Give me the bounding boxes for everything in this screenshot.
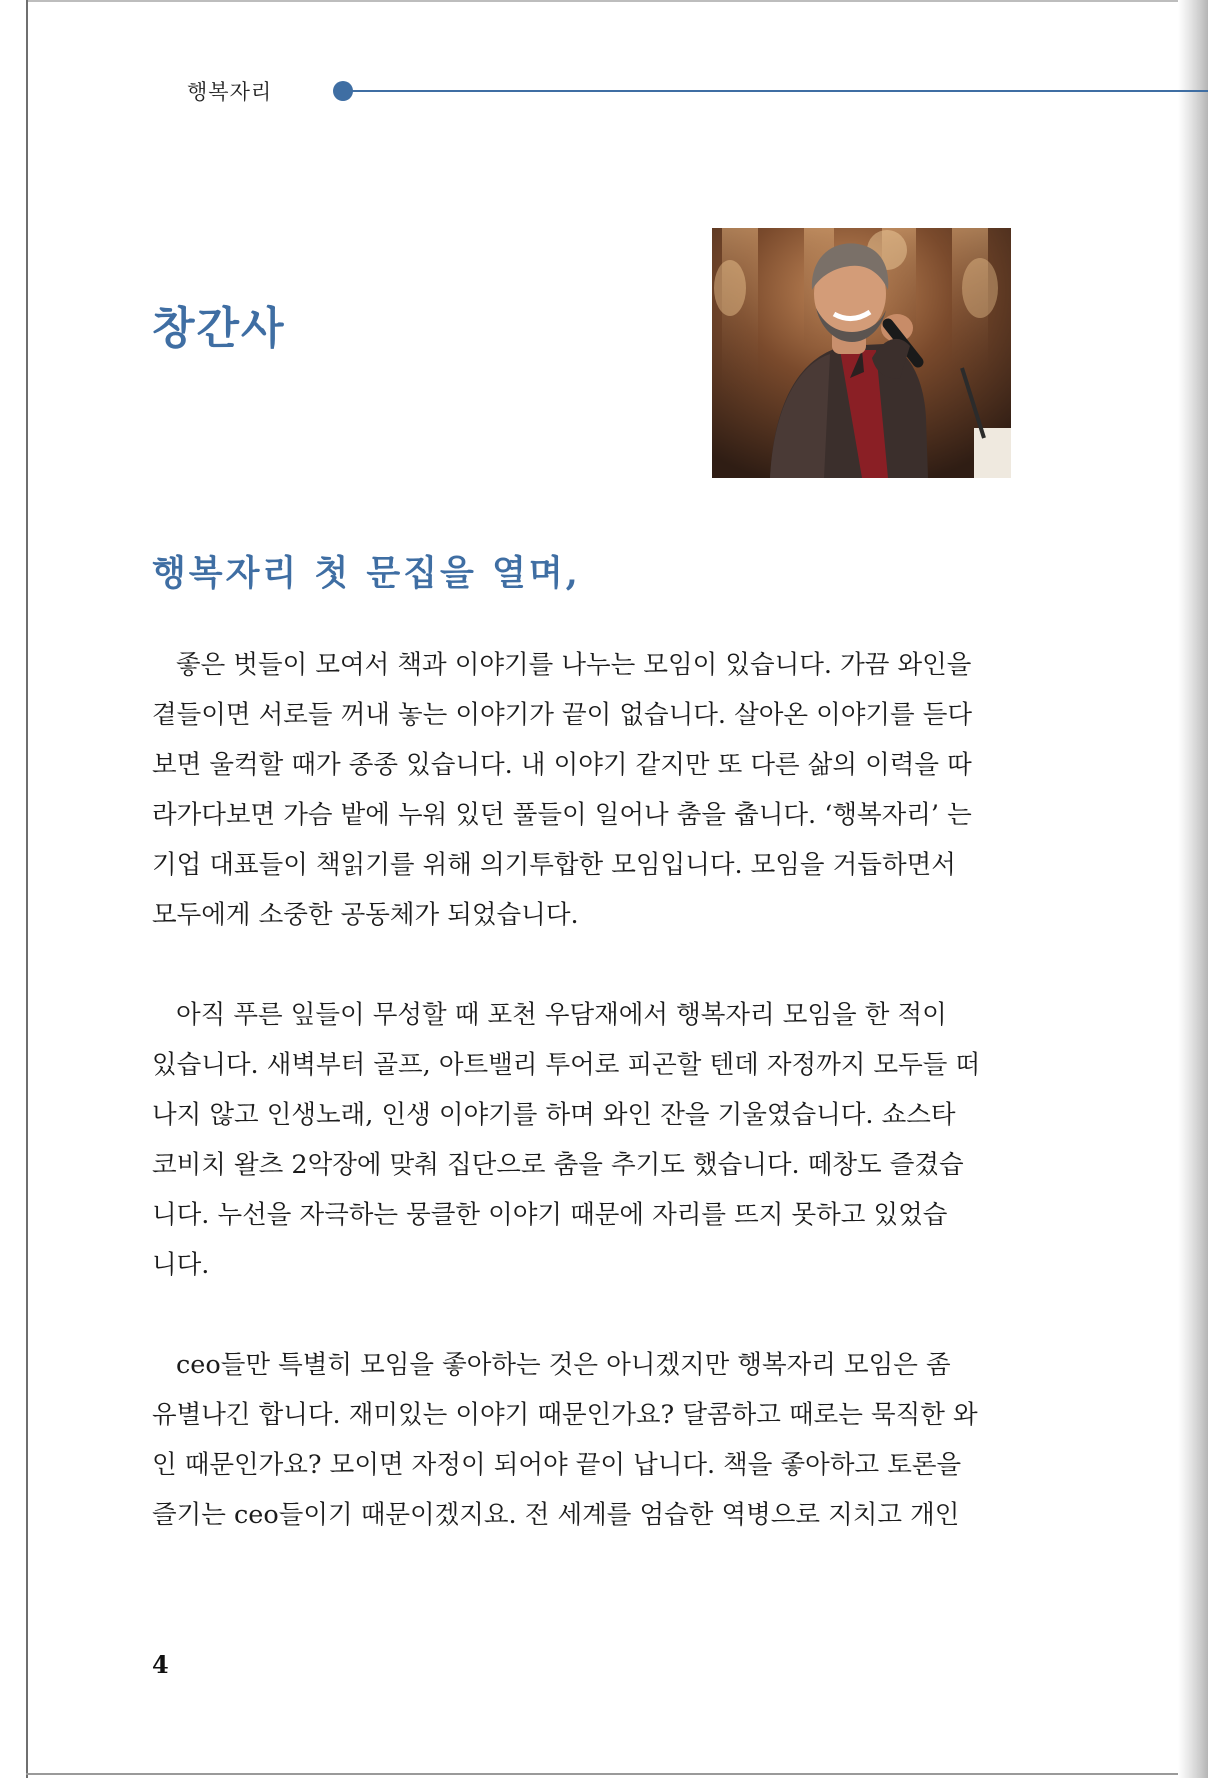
text-line: 유별나긴 합니다. 재미있는 이야기 때문인가요? 달콤하고 때로는 묵직한 와: [152, 1400, 978, 1430]
page-bottom-edge: [26, 1773, 1186, 1775]
text-line: 니다.: [152, 1250, 210, 1280]
section-subheading: 행복자리 첫 문집을 열며,: [152, 553, 581, 594]
page-title: 창간사: [152, 303, 286, 354]
text-line: 좋은 벗들이 모여서 책과 이야기를 나누는 모임이 있습니다. 가끔 와인을: [176, 650, 972, 680]
speaker-photo: [712, 228, 1011, 478]
paragraph: [152, 990, 1010, 1290]
article-body: [152, 640, 1010, 1540]
paragraph: [152, 640, 1010, 940]
text-line: 나지 않고 인생노래, 인생 이야기를 하며 와인 잔을 기울였습니다. 쇼스타: [152, 1100, 956, 1130]
speaker-photo-icon: [712, 228, 1011, 478]
header-rule-line: [350, 90, 1208, 92]
page-spine-shadow: [1178, 0, 1208, 1778]
text-line: 코비치 왈츠 2악장에 맞춰 집단으로 춤을 추기도 했습니다. 떼창도 즐겼습: [152, 1150, 964, 1180]
page-top-edge: [26, 0, 1208, 2]
running-header: 행복자리: [187, 80, 273, 104]
page-number: 4: [152, 1650, 169, 1679]
paragraph: [152, 1340, 1010, 1540]
text-line: 즐기는 ceo들이기 때문이겠지요. 전 세계를 엄습한 역병으로 지치고 개인: [152, 1500, 960, 1530]
text-line: 있습니다. 새벽부터 골프, 아트밸리 투어로 피곤할 텐데 자정까지 모두들 떠: [152, 1050, 981, 1080]
text-line: 기업 대표들이 책읽기를 위해 의기투합한 모임입니다. 모임을 거듭하면서: [152, 850, 956, 880]
text-line: 보면 울컥할 때가 종종 있습니다. 내 이야기 같지만 또 다른 삶의 이력을 따: [152, 750, 972, 780]
page-left-edge: [26, 0, 28, 1778]
text-line: 라가다보면 가슴 밭에 누워 있던 풀들이 일어나 춤을 춥니다. ‘행복자리’ 는: [152, 800, 972, 830]
text-line: 아직 푸른 잎들이 무성할 때 포천 우담재에서 행복자리 모임을 한 적이: [176, 1000, 947, 1030]
text-line: ceo들만 특별히 모임을 좋아하는 것은 아니겠지만 행복자리 모임은 좀: [176, 1350, 951, 1380]
text-line: 곁들이면 서로들 꺼내 놓는 이야기가 끝이 없습니다. 살아온 이야기를 듣다: [152, 700, 973, 730]
text-line: 인 때문인가요? 모이면 자정이 되어야 끝이 납니다. 책을 좋아하고 토론을: [152, 1450, 962, 1480]
text-line: 니다. 누선을 자극하는 뭉클한 이야기 때문에 자리를 뜨지 못하고 있었습: [152, 1200, 948, 1230]
text-line: 모두에게 소중한 공동체가 되었습니다.: [152, 900, 579, 930]
